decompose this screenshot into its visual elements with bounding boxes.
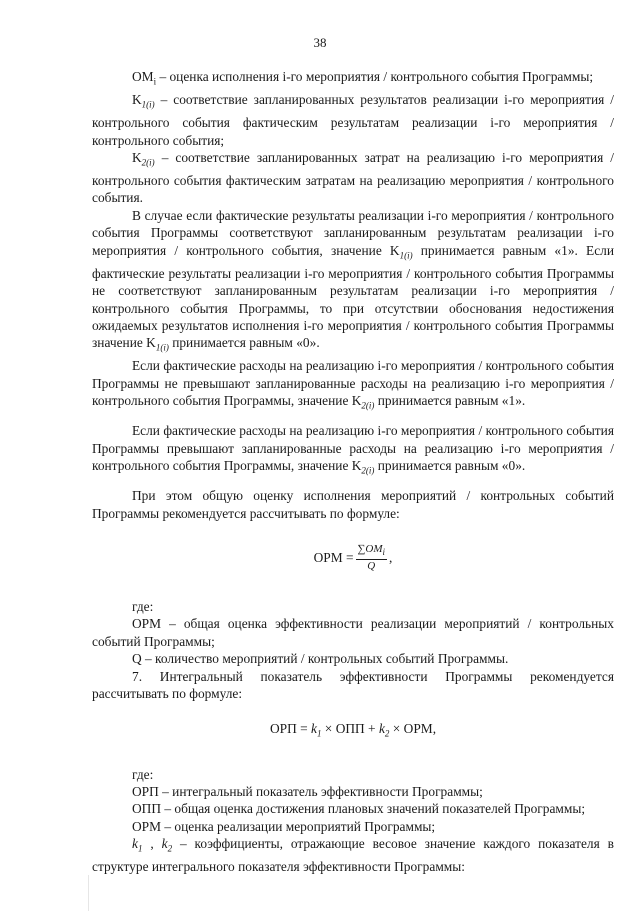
coef-separator: , bbox=[142, 836, 162, 852]
formula-orm-numerator bbox=[356, 543, 387, 560]
where-label-2: где: bbox=[132, 766, 154, 782]
case3-paragraph bbox=[92, 422, 614, 480]
coefficients-definition bbox=[92, 835, 614, 875]
formula-orp-k2: k bbox=[378, 721, 385, 737]
case2-text-a: Если фактические расходы на реализацию i-го мероприятия / контрольного события Программы не превышают запланированные расходы на реализацию i-го мероприятия / контрольного события Программы, значение K bbox=[92, 358, 614, 409]
formula-orm-lhs: ОРМ = bbox=[313, 550, 354, 566]
case1-text-a: В случае если фактические результаты реализации i-го мероприятия / контрольного события Программы соответствуют запланированным результатам реализации i-го мероприятия / контрольного события, значение K bbox=[92, 207, 614, 258]
k2-definition bbox=[92, 149, 614, 207]
numerator-subscript: i bbox=[382, 547, 386, 558]
case1-subscript-2: 1(i) bbox=[155, 343, 169, 354]
coef-k2-sub: 2 bbox=[167, 843, 173, 854]
case3-text-a: Если фактические расходы на реализацию i-го мероприятия / контрольного события Программы превышают запланированные расходы на реализацию i-го мероприятия / контрольного события Программы, значение K bbox=[92, 423, 614, 474]
k1-subscript: 1(i) bbox=[141, 99, 155, 110]
page-body bbox=[92, 68, 614, 876]
item7-paragraph: 7. Интегральный показатель эффективности Программы рекомендуется рассчитывать по формуле: bbox=[92, 668, 614, 702]
k2-subscript: 2(i) bbox=[141, 157, 155, 168]
overall-paragraph: При этом общую оценку исполнения мероприятий / контрольных событий Программы рекомендуется рассчитывать по формуле: bbox=[92, 488, 614, 521]
om-definition bbox=[92, 68, 614, 91]
opp-definition: ОПП – общая оценка достижения плановых значений показателей Программы; bbox=[132, 801, 586, 817]
k2-text: – соответствие запланированных затрат на реализацию i-го мероприятия / контрольного события фактическим затратам на реализацию мероприятия / контрольного события. bbox=[92, 149, 614, 206]
formula-orp bbox=[92, 720, 614, 743]
case1-text-c: принимается равным «0». bbox=[168, 335, 320, 351]
om-text: – оценка исполнения i-го мероприятия / контрольного события Программы; bbox=[156, 69, 594, 84]
case1-subscript: 1(i) bbox=[399, 250, 413, 261]
coef-k1: k bbox=[132, 836, 138, 852]
case1-paragraph bbox=[92, 207, 614, 358]
case2-paragraph bbox=[92, 357, 614, 415]
case2-subscript: 2(i) bbox=[361, 400, 375, 411]
formula-orp-k2-sub: 2 bbox=[384, 729, 390, 740]
numerator-text: ∑OM bbox=[357, 542, 383, 555]
coef-k1-sub: 1 bbox=[137, 843, 143, 854]
case1-text-b: принимается равным «1». Если фактические результаты реализации i-го мероприятия / контрольного события Программы не соответствуют запланированным результатам реализации i-го мероприятия / контрольного события Программы, то при отсутствии обоснования недостижения ожидаемых результатов исполнения i-го мероприятия / контрольного события Программы значение K bbox=[92, 242, 614, 351]
where-label-1: где: bbox=[132, 599, 154, 615]
k1-text: – соответствие запланированных результатов реализации i-го мероприятия / контрольного события фактическим результатам реализации i-го мероприятия / контрольного события; bbox=[92, 92, 614, 148]
orp-definition: ОРП – интегральный показатель эффективности Программы; bbox=[132, 783, 483, 799]
q-definition: Q – количество мероприятий / контрольных событий Программы. bbox=[132, 651, 509, 667]
formula-orp-part-b: × ОПП + bbox=[321, 721, 379, 737]
formula-orm bbox=[92, 536, 614, 580]
coef-text: – коэффициенты, отражающие весовое значение каждого показателя в структуре интегрального показателя эффективности Программы: bbox=[92, 836, 614, 875]
case3-text-b: принимается равным «0». bbox=[374, 458, 526, 474]
scan-artifact-line bbox=[88, 875, 89, 911]
formula-orm-tail: , bbox=[389, 550, 393, 566]
case3-subscript: 2(i) bbox=[361, 465, 375, 476]
orm-definition: ОРМ – общая оценка эффективности реализации мероприятий / контрольных событий Программы; bbox=[92, 616, 614, 649]
formula-orm-fraction bbox=[356, 543, 387, 573]
formula-orp-k1: k bbox=[311, 721, 317, 737]
k2-symbol: K bbox=[132, 149, 142, 165]
formula-orm-denominator: Q bbox=[367, 560, 376, 573]
om-subscript: i bbox=[153, 76, 157, 87]
formula-orp-k1-sub: 1 bbox=[316, 729, 322, 740]
coef-k2: k bbox=[161, 836, 168, 852]
k1-symbol: K bbox=[132, 92, 142, 108]
k1-definition bbox=[92, 91, 614, 149]
orm-definition-2: ОРМ – оценка реализации мероприятий Программы; bbox=[132, 818, 436, 834]
formula-orp-part-a: ОРП = bbox=[269, 721, 311, 737]
page-number: 38 bbox=[313, 35, 327, 50]
case2-text-b: принимается равным «1». bbox=[374, 393, 526, 409]
om-symbol: OM bbox=[132, 69, 154, 84]
formula-orp-part-c: × ОРМ, bbox=[389, 721, 437, 737]
